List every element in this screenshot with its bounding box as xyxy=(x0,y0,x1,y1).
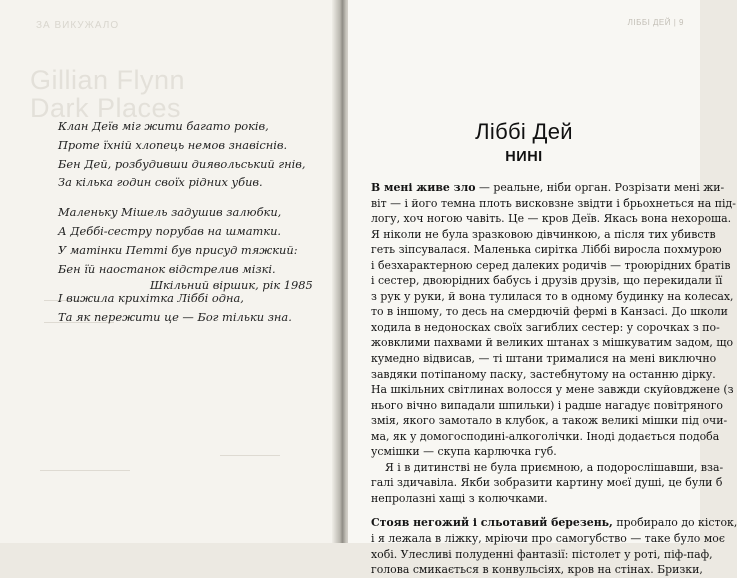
text-line: непролазні хащі з колючками. xyxy=(371,491,548,505)
poem-line: У матінки Петті був присуд тяжкий: xyxy=(58,242,298,257)
text-line: ма, як у домогосподині-алкоголічки. Іноді додається подоба xyxy=(371,429,720,443)
poem-line: Бен Дей, розбудивши диявольський гнів, xyxy=(58,156,306,171)
poem-stanza xyxy=(58,203,316,278)
text-line: то в іншому, то десь на смердючій фермі в Канзасі. До школи xyxy=(371,305,728,319)
show-through-title-line2: Dark Places xyxy=(30,93,182,123)
paragraph xyxy=(371,180,736,460)
text-line: Я ніколи не була зразковою дівчинкою, а після тих убивств xyxy=(371,227,716,241)
poem-line: За кілька годин своїх рідних убив. xyxy=(58,175,263,190)
lead-phrase: В мені живе зло xyxy=(371,181,476,194)
text-line: кумедно відвисав, — ті штани трималися на мені виключно xyxy=(371,352,717,366)
poem-line: А Деббі-сестру порубав на шматки. xyxy=(58,223,282,238)
text-line: завдяки потіпаному паску, застебнутому на останню дірку. xyxy=(371,367,716,381)
text-line xyxy=(371,515,737,531)
poem-line: Маленьку Мішель задушив залюбки, xyxy=(58,205,282,220)
show-through-header: ЗА ВИКУЖАЛО xyxy=(36,20,120,31)
poem-line: Проте їхній хлопець немов знавіснів. xyxy=(58,137,288,152)
text-line: галі здичавіла. Якби зобразити картину моєї душі, це були б xyxy=(371,476,723,490)
text-line: і безхарактерною серед далеких родичів — троюрідних братів xyxy=(371,258,731,272)
text-fragment: пробирало до кісток, xyxy=(612,516,737,530)
text-line: з рук у руки, й вона тулилася то в одному будинку на колесах, xyxy=(371,289,734,303)
text-line: нього вічно випадали шпильки) і радше нагадує повітряного xyxy=(371,398,723,412)
text-line: змія, якого замотало в клубок, а також великі мішки під очи- xyxy=(371,414,728,428)
chapter-title: Ліббі Дей xyxy=(475,119,573,144)
text-line xyxy=(371,180,725,196)
poem-stanza xyxy=(58,117,316,192)
text-line: логу, хоч ногою чавіть. Це — кров Деїв. Якась вона нехороша. xyxy=(371,212,732,226)
text-line: ходила в недоносках своїх загиблих сестер: у сорочках з по- xyxy=(371,320,720,334)
text-line: усмішки — скупа карлючка губ. xyxy=(371,445,557,459)
text-fragment: — реальне, ніби орган. Розрізати мені жи- xyxy=(475,181,725,194)
text-line: хобі. Улесливі полуденні фантазії: пістолет у роті, піф-паф, xyxy=(371,547,713,561)
poem-line: Та як пережити це — Бог тільки зна. xyxy=(58,310,292,325)
text-line: геть зіпсувалася. Маленька сирітка Ліббі виросла похмурою xyxy=(371,243,722,257)
text-line: і сестер, двоюрідних бабусь і друзів друзів, що перекидали її xyxy=(371,274,723,288)
chapter-subtitle: НИНІ xyxy=(505,149,543,165)
text-line: віт — і його темна плоть висковзне звідти і брьохнеться на під- xyxy=(371,196,736,210)
poem-line: Клан Деїв міг жити багато років, xyxy=(58,119,269,133)
text-line: і я лежала в ліжку, мріючи про самогубство — таке було моє xyxy=(371,532,725,546)
epigraph-attribution: Шкільний віршик, рік 1985 xyxy=(150,278,313,292)
chapter-body xyxy=(371,180,737,578)
show-through-title-line1: Gillian Flynn xyxy=(30,65,186,95)
paragraph xyxy=(371,515,737,577)
poem-stanza xyxy=(58,289,316,327)
lead-phrase: Стояв негожий і сльотавий березень, xyxy=(371,516,613,530)
epigraph-poem xyxy=(58,117,316,338)
text-line: жовклими пахвами й великих штанах з мішкуватим задом, що xyxy=(371,336,734,350)
text-line: Я і в дитинстві не була приємною, а подорослішавши, вза- xyxy=(385,460,724,474)
poem-line: І вижила крихітка Ліббі одна, xyxy=(58,291,244,306)
poem-line: Бен їй наостанок відстрелив мізкі. xyxy=(58,261,276,276)
text-line: На шкільних світлинах волосся у мене завжди скуйовджене (з xyxy=(371,383,734,397)
show-through-mark xyxy=(40,470,130,471)
running-head: ЛІББІ ДЕЙ | 9 xyxy=(627,18,684,27)
paragraph xyxy=(371,460,724,507)
left-page xyxy=(0,0,338,543)
text-line: голова смикається в конвульсіях, кров на стінах. Бризки, xyxy=(371,563,703,577)
show-through-mark xyxy=(220,455,280,456)
